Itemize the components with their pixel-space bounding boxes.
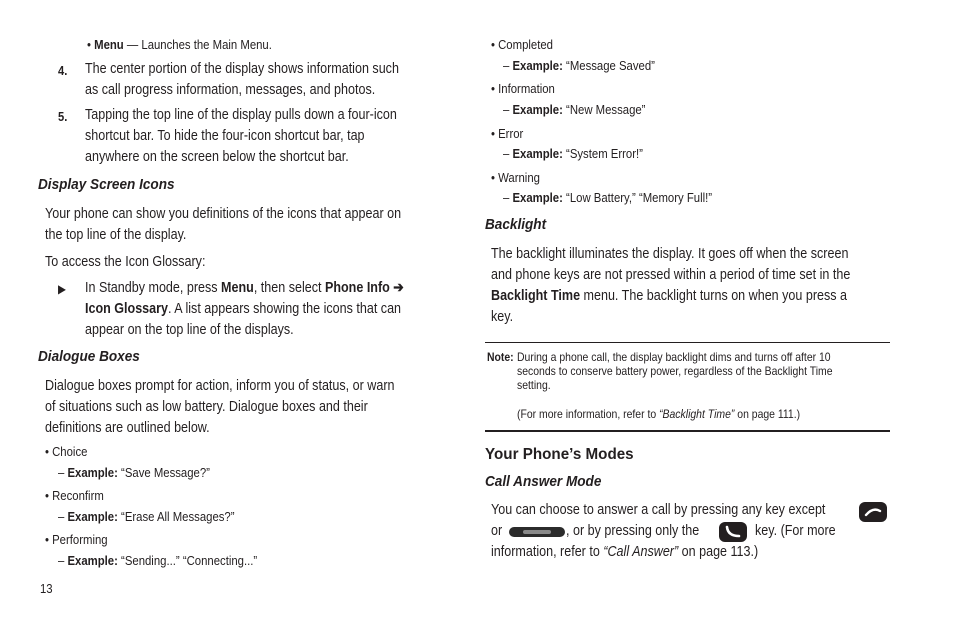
step-line2: Icon Glossary. A list appears showing the icons that can [85, 301, 402, 317]
backlight-line2: and phone keys are not pressed within a period of time set in the [491, 267, 851, 283]
list-item-example: – Example: “System Error!” [503, 146, 643, 161]
step-arrow-icon: ▶ [58, 282, 66, 296]
call-answer-line2-a: or [491, 523, 503, 539]
dialogue-para-line3: definitions are outlined below. [45, 420, 210, 436]
clear-key-icon [508, 526, 566, 538]
note-bottom-rule [485, 430, 890, 432]
display-icons-para1-line1: Your phone can show you definitions of the icons that appear on [45, 206, 402, 222]
item5-number: 5. [58, 109, 68, 124]
note-line1: During a phone call, the display backlight dims and turns off after 10 [517, 351, 831, 364]
item5-line1: Tapping the top line of the display pulls down a four-icon [85, 107, 397, 123]
call-answer-line3: information, refer to “Call Answer” on page 113.) [491, 544, 759, 560]
menu-desc: — Launches the Main Menu. [123, 37, 272, 52]
menu-bullet: • Menu — Launches the Main Menu. [87, 37, 272, 52]
note-line2: seconds to conserve battery power, regardless of the Backlight Time [517, 365, 833, 378]
list-item: • Information [491, 81, 555, 96]
list-item-example: – Example: “Save Message?” [58, 465, 210, 480]
list-item: • Choice [45, 444, 88, 459]
end-key-icon [858, 501, 888, 523]
page-number: 13 [40, 581, 53, 596]
note-reference: (For more information, refer to “Backlight Time” on page 111.) [517, 408, 801, 421]
item4-line2: as call progress information, messages, and photos. [85, 82, 376, 98]
item4-line1: The center portion of the display shows information such [85, 61, 399, 77]
list-item: • Error [491, 126, 524, 141]
step-line3: appear on the top line of the displays. [85, 322, 294, 338]
backlight-heading: Backlight [485, 217, 547, 233]
display-icons-heading: Display Screen Icons [38, 177, 175, 193]
list-item-example: – Example: “New Message” [503, 102, 646, 117]
dialogue-para-line1: Dialogue boxes prompt for action, inform you of status, or warn [45, 378, 395, 394]
backlight-line1: The backlight illuminates the display. It goes off when the screen [491, 246, 849, 262]
display-icons-para1-line2: the top line of the display. [45, 227, 187, 243]
list-item: • Completed [491, 37, 553, 52]
call-answer-subheading: Call Answer Mode [485, 474, 602, 490]
modes-heading: Your Phone’s Modes [485, 446, 634, 463]
call-answer-line1: You can choose to answer a call by pressing any key except [491, 502, 826, 518]
dialogue-para-line2: of situations such as low battery. Dialogue boxes and their [45, 399, 368, 415]
list-item-example: – Example: “Erase All Messages?” [58, 509, 235, 524]
backlight-line3: Backlight Time menu. The backlight turns on when you press a [491, 288, 848, 304]
item5-line3: anywhere on the screen below the shortcut bar. [85, 149, 349, 165]
step-line1: In Standby mode, press Menu, then select Phone Info ➔ [85, 280, 404, 296]
list-item-example: – Example: “Low Battery,” “Memory Full!” [503, 190, 713, 205]
note-label: Note: [487, 351, 514, 364]
note-line3: setting. [517, 379, 551, 392]
item4-number: 4. [58, 63, 68, 78]
call-answer-link[interactable]: “Call Answer” [603, 544, 679, 560]
list-item: • Performing [45, 532, 108, 547]
list-item-example: – Example: “Message Saved” [503, 58, 655, 73]
backlight-time-link[interactable]: “Backlight Time” [659, 408, 735, 421]
list-item: • Reconfirm [45, 488, 104, 503]
menu-term: Menu [94, 37, 124, 52]
list-item: • Warning [491, 170, 540, 185]
call-answer-line2-c: key. (For more [755, 523, 836, 539]
backlight-line4: key. [491, 309, 514, 325]
send-key-icon [718, 521, 748, 543]
item5-line2: shortcut bar. To hide the four-icon shortcut bar, tap [85, 128, 365, 144]
call-answer-line2-b: , or by pressing only the [566, 523, 700, 539]
dialogue-heading: Dialogue Boxes [38, 349, 140, 365]
list-item-example: – Example: “Sending...” “Connecting...” [58, 553, 258, 568]
note-top-rule [485, 342, 890, 343]
display-icons-para2: To access the Icon Glossary: [45, 254, 206, 270]
